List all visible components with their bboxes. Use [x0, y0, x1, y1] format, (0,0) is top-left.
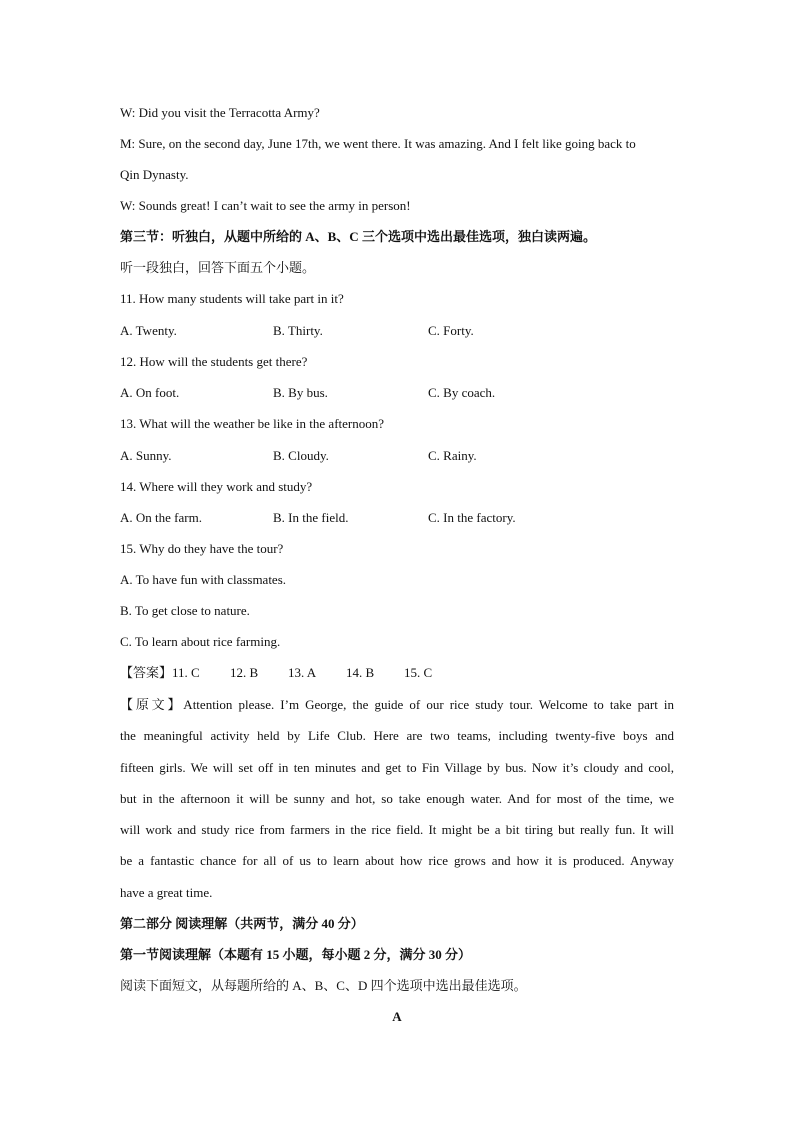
answer-item: 13. A — [288, 665, 317, 680]
question-15-option-a: A. To have fun with classmates. — [120, 572, 287, 587]
passage-label: A — [392, 1009, 402, 1024]
question-15-stem: 15. Why do they have the tour? — [120, 541, 284, 556]
answer-item: 15. C — [404, 665, 433, 680]
dialogue-line-4: W: Sounds great! I can’t wait to see the army in person! — [120, 198, 411, 213]
question-12-stem: 12. How will the students get there? — [120, 354, 308, 369]
original-text-line: but in the afternoon it will be sunny and hot, so take enough water. And for most of the time, we — [120, 791, 674, 806]
question-14-option-b: B. In the field. — [273, 510, 349, 525]
dialogue-line-3: Qin Dynasty. — [120, 167, 189, 182]
question-13-stem: 13. What will the weather be like in the afternoon? — [120, 416, 384, 431]
question-13-option-b: B. Cloudy. — [273, 448, 329, 463]
original-text-line: will work and study rice from farmers in the rice field. It might be a bit tiring but really fun. It will — [120, 822, 674, 837]
answer-label: 【答案】 — [120, 665, 173, 680]
question-11-option-a: A. Twenty. — [120, 323, 177, 338]
question-12-option-c: C. By coach. — [428, 385, 496, 400]
section3-intro: 听一段独白，回答下面五个小题。 — [120, 260, 316, 275]
part2-heading: 第二部分 阅读理解（共两节，满分 40 分） — [120, 916, 364, 931]
question-12-option-b: B. By bus. — [273, 385, 328, 400]
question-11-stem: 11. How many students will take part in it? — [120, 291, 344, 306]
question-13-option-c: C. Rainy. — [428, 448, 477, 463]
answer-item: 12. B — [230, 665, 259, 680]
original-text-line: fifteen girls. We will set off in ten minutes and get to Fin Village by bus. Now it’s cloudy and cool, — [120, 760, 674, 775]
answer-item: 11. C — [172, 665, 200, 680]
section3-heading: 第三节：听独白，从题中所给的 A、B、C 三个选项中选出最佳选项，独白读两遍。 — [120, 229, 596, 244]
original-text-line: the meaningful activity held by Life Club. Here are two teams, including twenty-five boys and — [120, 728, 674, 743]
original-text-line: be a fantastic chance for all of us to learn about how rice grows and how it is produced. Anyway — [120, 853, 674, 868]
question-15-option-c: C. To learn about rice farming. — [120, 634, 281, 649]
question-14-option-a: A. On the farm. — [120, 510, 202, 525]
question-14-option-c: C. In the factory. — [428, 510, 516, 525]
part2-section1-heading: 第一节阅读理解（本题有 15 小题，每小题 2 分，满分 30 分） — [120, 947, 472, 962]
question-13-option-a: A. Sunny. — [120, 448, 172, 463]
question-15-option-b: B. To get close to nature. — [120, 603, 250, 618]
part2-instruction: 阅读下面短文，从每题所给的 A、B、C、D 四个选项中选出最佳选项。 — [120, 978, 527, 993]
answer-item: 14. B — [346, 665, 375, 680]
original-text-last-line: have a great time. — [120, 885, 213, 900]
question-12-option-a: A. On foot. — [120, 385, 180, 400]
original-text-line: 【原文】Attention please. I’m George, the guide of our rice study tour. Welcome to take part in — [120, 697, 674, 712]
question-14-stem: 14. Where will they work and study? — [120, 479, 313, 494]
question-11-option-c: C. Forty. — [428, 323, 474, 338]
question-11-option-b: B. Thirty. — [273, 323, 323, 338]
answer-key — [120, 664, 432, 682]
dialogue-line-1: W: Did you visit the Terracotta Army? — [120, 105, 320, 120]
dialogue-line-2: M: Sure, on the second day, June 17th, we went there. It was amazing. And I felt like going back to — [120, 136, 636, 151]
